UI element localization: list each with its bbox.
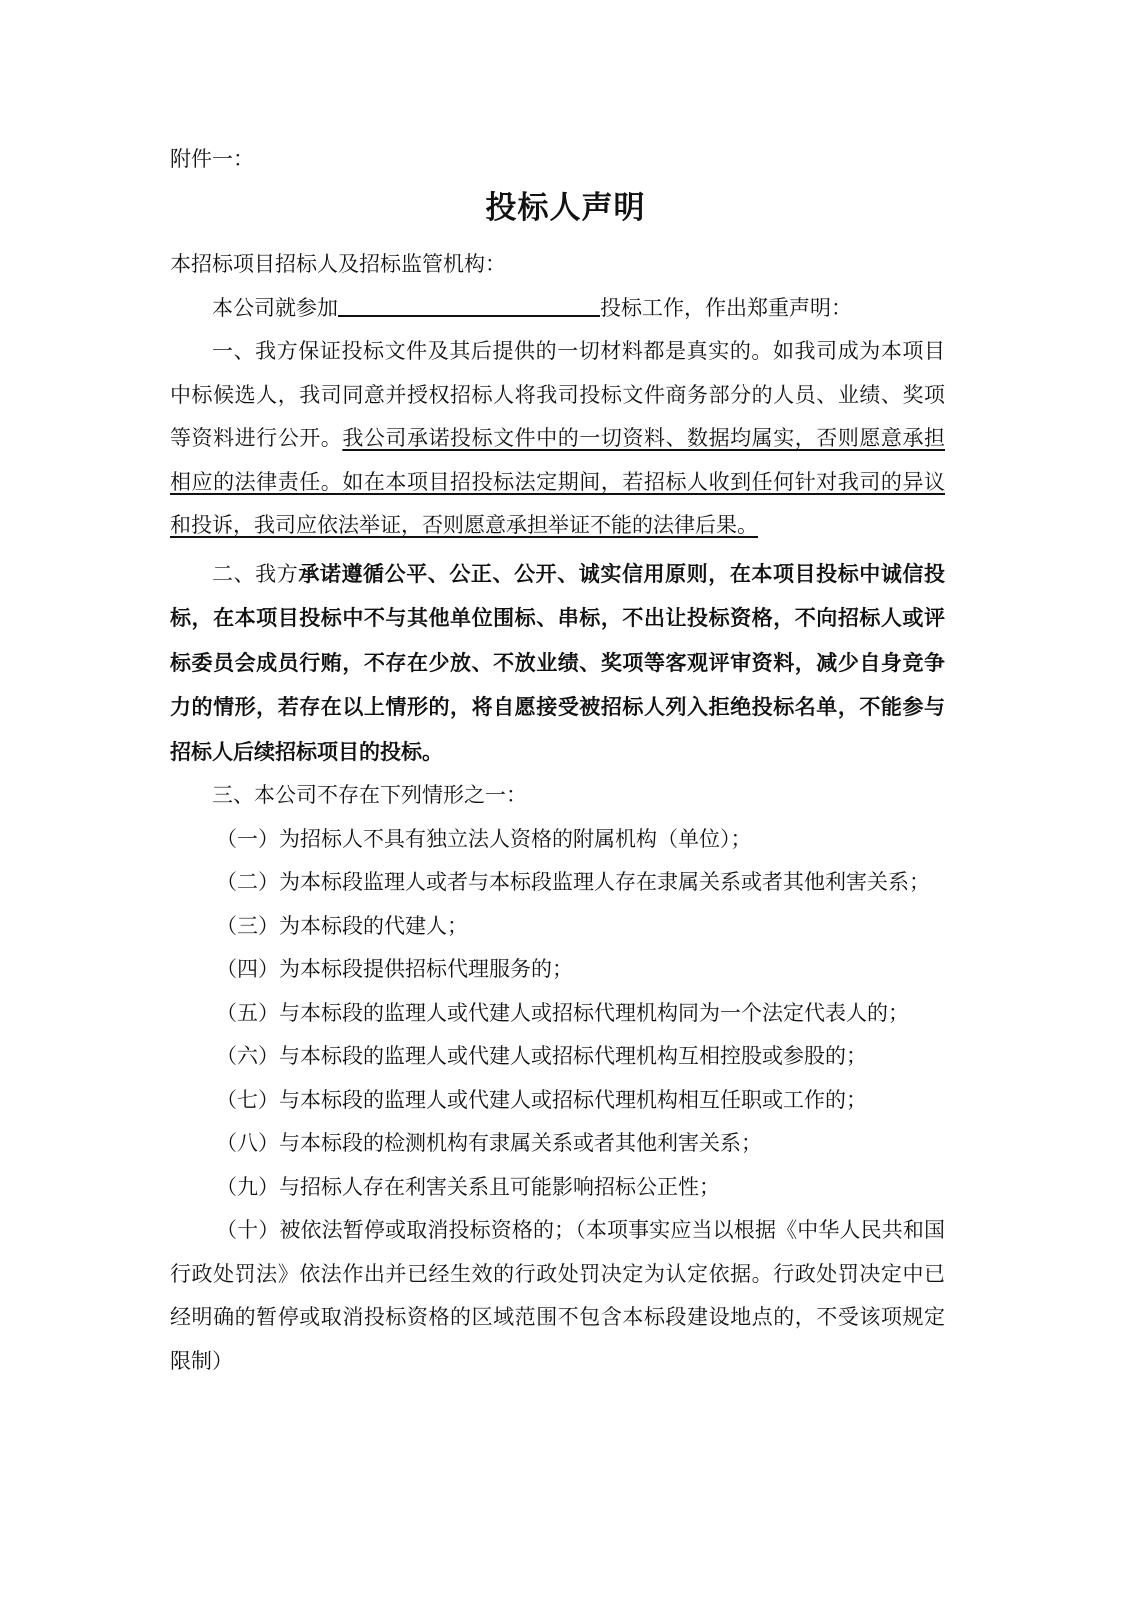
section-3-heading: 三、本公司不存在下列情形之一： — [212, 783, 527, 807]
list-item: （一）为招标人不具有独立法人资格的附属机构（单位）； — [216, 826, 752, 851]
list-item: （三）为本标段的代建人； — [216, 913, 468, 938]
section-2-paragraph — [170, 552, 945, 775]
list-item: （七）与本标段的监理人或代建人或招标代理机构相互任职或工作的； — [216, 1087, 867, 1112]
document-title: 投标人声明 — [485, 190, 646, 226]
list-item: （九）与招标人存在利害关系且可能影响招标公正性； — [216, 1174, 720, 1199]
list-item: （四）为本标段提供招标代理服务的； — [216, 957, 573, 981]
intro-paragraph — [170, 287, 945, 331]
list-item: （二）为本标段监理人或者与本标段监理人存在隶属关系或者其他利害关系； — [216, 870, 930, 894]
list-item: （八）与本标段的检测机构有隶属关系或者其他利害关系； — [216, 1131, 762, 1155]
addressee-line: 本招标项目招标人及招标监管机构： — [170, 252, 506, 276]
section-2-bold-text: 承诺遵循公平、公正、公开、诚实信用原则，在本项目投标中诚信投标，在本项目投标中不与其他单位围标、串标，不出让投标资格，不向招标人或评标委员会成员行贿，不存在少放、不放业绩、奖项等客观评审资料，减少自身竞争力的情形，若存在以上情形的，将自愿接受被招标人列入拒绝投标名单，不能参与招标人后续招标项目的投标。 — [170, 560, 946, 764]
project-name-blank[interactable] — [338, 289, 600, 317]
section-1-paragraph — [170, 330, 945, 548]
annex-label: 附件一： — [170, 147, 254, 171]
intro-after-blank: 投标工作，作出郑重声明： — [600, 295, 852, 320]
document-body — [170, 243, 945, 1383]
section-1-text: 一、我方保证投标文件及其后提供的一切材料都是真实的。如我司成为本项目中标候选人，我司同意并授权招标人将我司投标文件商务部分的人员、业绩、奖项等资料进行公开。 — [170, 339, 945, 450]
section-1-underlined-text: 我公司承诺投标文件中的一切资料、数据均属实，否则愿意承担相应的法律责任。如在本项目招投标法定期间，若招标人收到任何针对我司的异议和投诉，我司应依法举证，否则愿意承担举证不能的法律后果。 — [170, 426, 945, 537]
list-item: （十）被依法暂停或取消投标资格的；（本项事实应当以根据《中华人民共和国行政处罚法》依法作出并已经生效的行政处罚决定为认定依据。行政处罚决定中已经明确的暂停或取消投标资格的区域范围不包含本标段建设地点的，不受该项规定限制） — [170, 1218, 945, 1373]
list-item: （六）与本标段的监理人或代建人或招标代理机构互相控股或参股的； — [216, 1044, 867, 1068]
intro-before-blank: 本公司就参加 — [212, 295, 338, 320]
section-2-text: 二、我方 — [212, 561, 299, 586]
list-item: （五）与本标段的监理人或代建人或招标代理机构同为一个法定代表人的； — [216, 1000, 909, 1025]
